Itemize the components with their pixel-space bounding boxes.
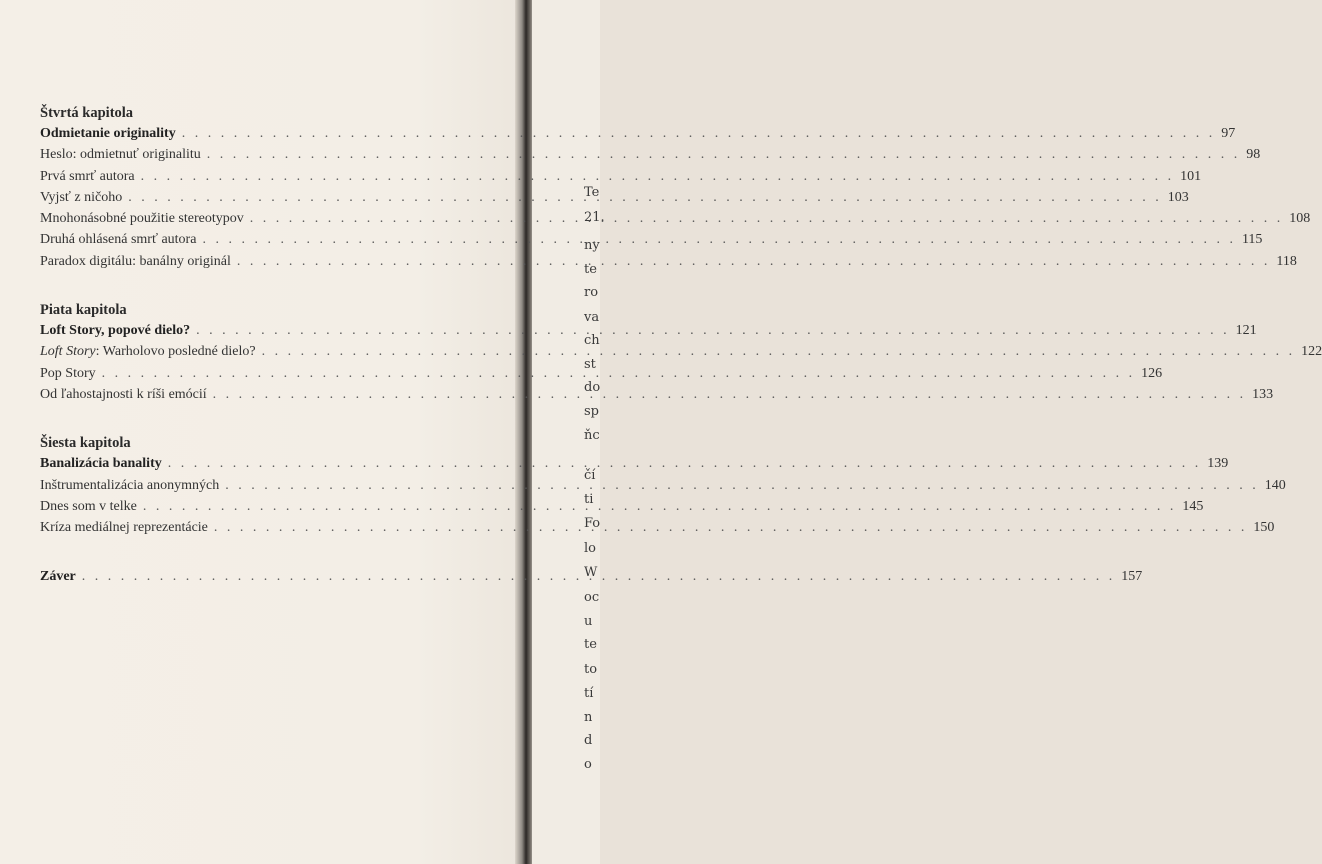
page-number: 115: [1241, 232, 1263, 248]
right-page-text-fragment: ny: [584, 238, 600, 253]
right-page-text-fragment: ch: [584, 333, 600, 348]
toc-entry: Odmietanie originality . . . 97: [40, 123, 474, 144]
right-page-text-fragment: sp: [584, 404, 599, 419]
page-number: 101: [1180, 168, 1202, 184]
chapter-heading: Šiesta kapitola: [40, 435, 131, 452]
page-number: 97: [1221, 126, 1236, 141]
right-page-text-fragment: tí: [584, 686, 594, 701]
toc-entry: Záver . . . 157: [40, 566, 474, 587]
right-page-text-fragment: lo: [584, 541, 596, 556]
page-number: 122: [1301, 344, 1322, 360]
toc-entry: Heslo: odmietnuť originalitu . . . 98: [40, 144, 474, 165]
toc-entry: Od ľahostajnosti k ríši emócií . . . 133: [40, 384, 474, 405]
toc-entry: Prvá smrť autora . . . 101: [40, 166, 474, 187]
right-page-text-fragment: oc: [584, 590, 600, 605]
right-page-text-fragment: Fo: [584, 516, 601, 531]
toc-entry: Paradox digitálu: banálny originál . . . 118: [40, 251, 474, 272]
right-page-text-fragment: o: [584, 757, 592, 772]
toc-entry: Kríza mediálnej reprezentácie . . . 150: [40, 517, 474, 538]
right-page-text-fragment: do: [584, 380, 601, 395]
right-page-text-fragment: n: [584, 710, 593, 725]
toc-entry: Pop Story . . . 126: [40, 363, 474, 384]
right-page-text-fragment: to: [584, 662, 598, 677]
toc-section-conclusion: [40, 566, 1143, 587]
page-number: 139: [1207, 456, 1229, 472]
right-page-text-fragment: ňc: [584, 428, 600, 443]
right-page-text-fragment: va: [584, 310, 600, 325]
toc-entry: Mnohonásobné použitie stereotypov . . . 108: [40, 208, 474, 229]
page-number: 133: [1252, 386, 1274, 402]
page-number: 140: [1264, 477, 1286, 493]
page-number: 118: [1276, 253, 1297, 269]
right-page-text-fragment: W: [584, 565, 598, 580]
toc-entry: Banalizácia banality . . . 139: [40, 453, 474, 474]
page-number: 98: [1246, 147, 1261, 163]
right-page-text-fragment: 21.: [584, 210, 605, 225]
right-page-text-fragment: u: [584, 614, 593, 629]
toc-entry: Druhá ohlásená smrť autora . . . 115: [40, 229, 474, 250]
right-page-text-fragment: Te: [584, 185, 600, 200]
chapter-heading: Piata kapitola: [40, 302, 127, 319]
toc-entry: Dnes som v telke . . . 145: [40, 496, 474, 517]
toc-entry: Loft Story: Warholovo posledné dielo? . . . 122: [40, 341, 474, 362]
right-page-text-fragment: d: [584, 733, 593, 748]
right-page-text-fragment: čí: [584, 468, 596, 483]
right-page-text-fragment: te: [584, 262, 597, 277]
right-page-text-fragment: ro: [584, 285, 599, 300]
toc-entry: Vyjsť z ničoho . . . 103: [40, 187, 474, 208]
page-number: 145: [1182, 498, 1204, 514]
right-page-text-fragment: te: [584, 637, 597, 652]
page-number: 108: [1289, 211, 1311, 227]
toc-entry: Inštrumentalizácia anonymných . . . 140: [40, 475, 474, 496]
page-number: 121: [1235, 323, 1257, 339]
page-number: 126: [1141, 365, 1163, 381]
page-number: 150: [1253, 520, 1275, 536]
right-page-text-fragment: st: [584, 357, 596, 372]
right-page-text-fragment: ti: [584, 492, 594, 507]
page-number: 103: [1167, 189, 1189, 205]
chapter-heading: Štvrtá kapitola: [40, 105, 134, 121]
toc-entry: Loft Story, popové dielo? . . . 121: [40, 320, 474, 341]
page-number: 157: [1121, 569, 1143, 585]
